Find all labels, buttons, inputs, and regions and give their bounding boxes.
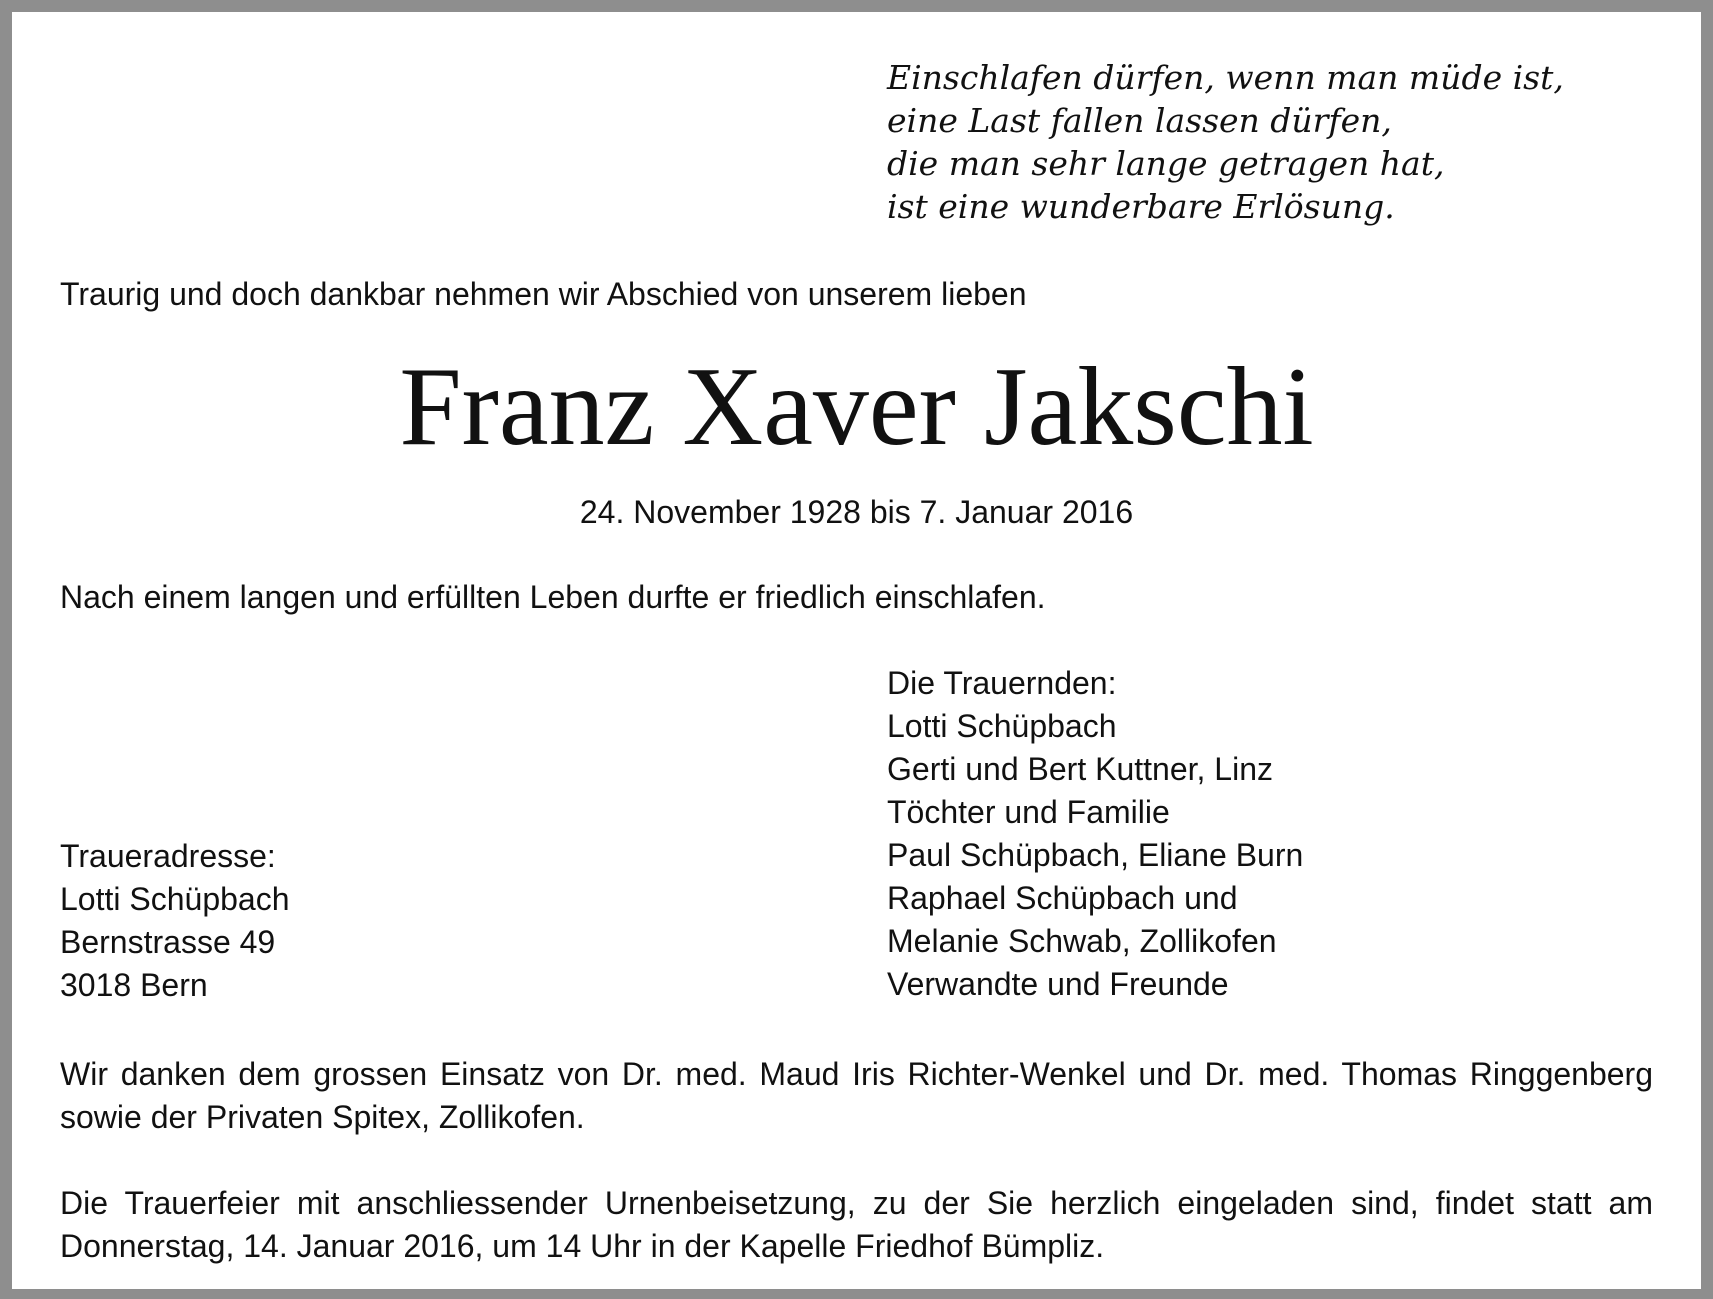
poem [887,56,1564,228]
thanks-paragraph: Wir danken dem grossen Einsatz von Dr. med. Maud Iris Richter-Wenkel und Dr. med. Thomas Ringgenberg sowie der Privaten Spitex, Zollikofen. [60,1056,1653,1135]
address-line: Lotti Schüpbach [60,881,290,917]
mourner-line: Melanie Schwab, Zollikofen [887,923,1277,959]
poem-line: ist eine wunderbare Erlösung. [887,187,1395,226]
address-heading: Traueradresse: [60,838,276,874]
address-line: 3018 Bern [60,967,208,1003]
address-line: Bernstrasse 49 [60,924,276,960]
poem-line: Einschlafen dürfen, wenn man müde ist, [887,58,1564,97]
intro-text: Traurig und doch dankbar nehmen wir Abschied von unserem lieben [60,276,1027,312]
obituary-page [12,12,1701,1289]
mourner-line: Gerti und Bert Kuttner, Linz [887,751,1273,787]
poem-line: eine Last fallen lassen dürfen, [887,101,1392,140]
mourner-line: Lotti Schüpbach [887,708,1117,744]
mourner-line: Verwandte und Freunde [887,966,1229,1002]
statement-text: Nach einem langen und erfüllten Leben durfte er friedlich einschlafen. [60,579,1046,615]
mourners-list [887,662,1303,1006]
mourner-line: Paul Schüpbach, Eliane Burn [887,837,1304,873]
mourning-address [60,835,290,1007]
mourners-heading: Die Trauernden: [887,665,1117,701]
life-dates: 24. November 1928 bis 7. Januar 2016 [579,494,1134,530]
mourner-line: Raphael Schüpbach und [887,880,1238,916]
poem-line: die man sehr lange getragen hat, [887,144,1445,183]
mourner-line: Töchter und Familie [887,794,1170,830]
ceremony-paragraph: Die Trauerfeier mit anschliessender Urnenbeisetzung, zu der Sie herzlich eingeladen sind, findet statt am Donnerstag, 14. Januar 2016, um 14 Uhr in der Kapelle Friedhof Bümpliz. [60,1185,1653,1264]
deceased-name: Franz Xaver Jakschi [399,345,1314,469]
